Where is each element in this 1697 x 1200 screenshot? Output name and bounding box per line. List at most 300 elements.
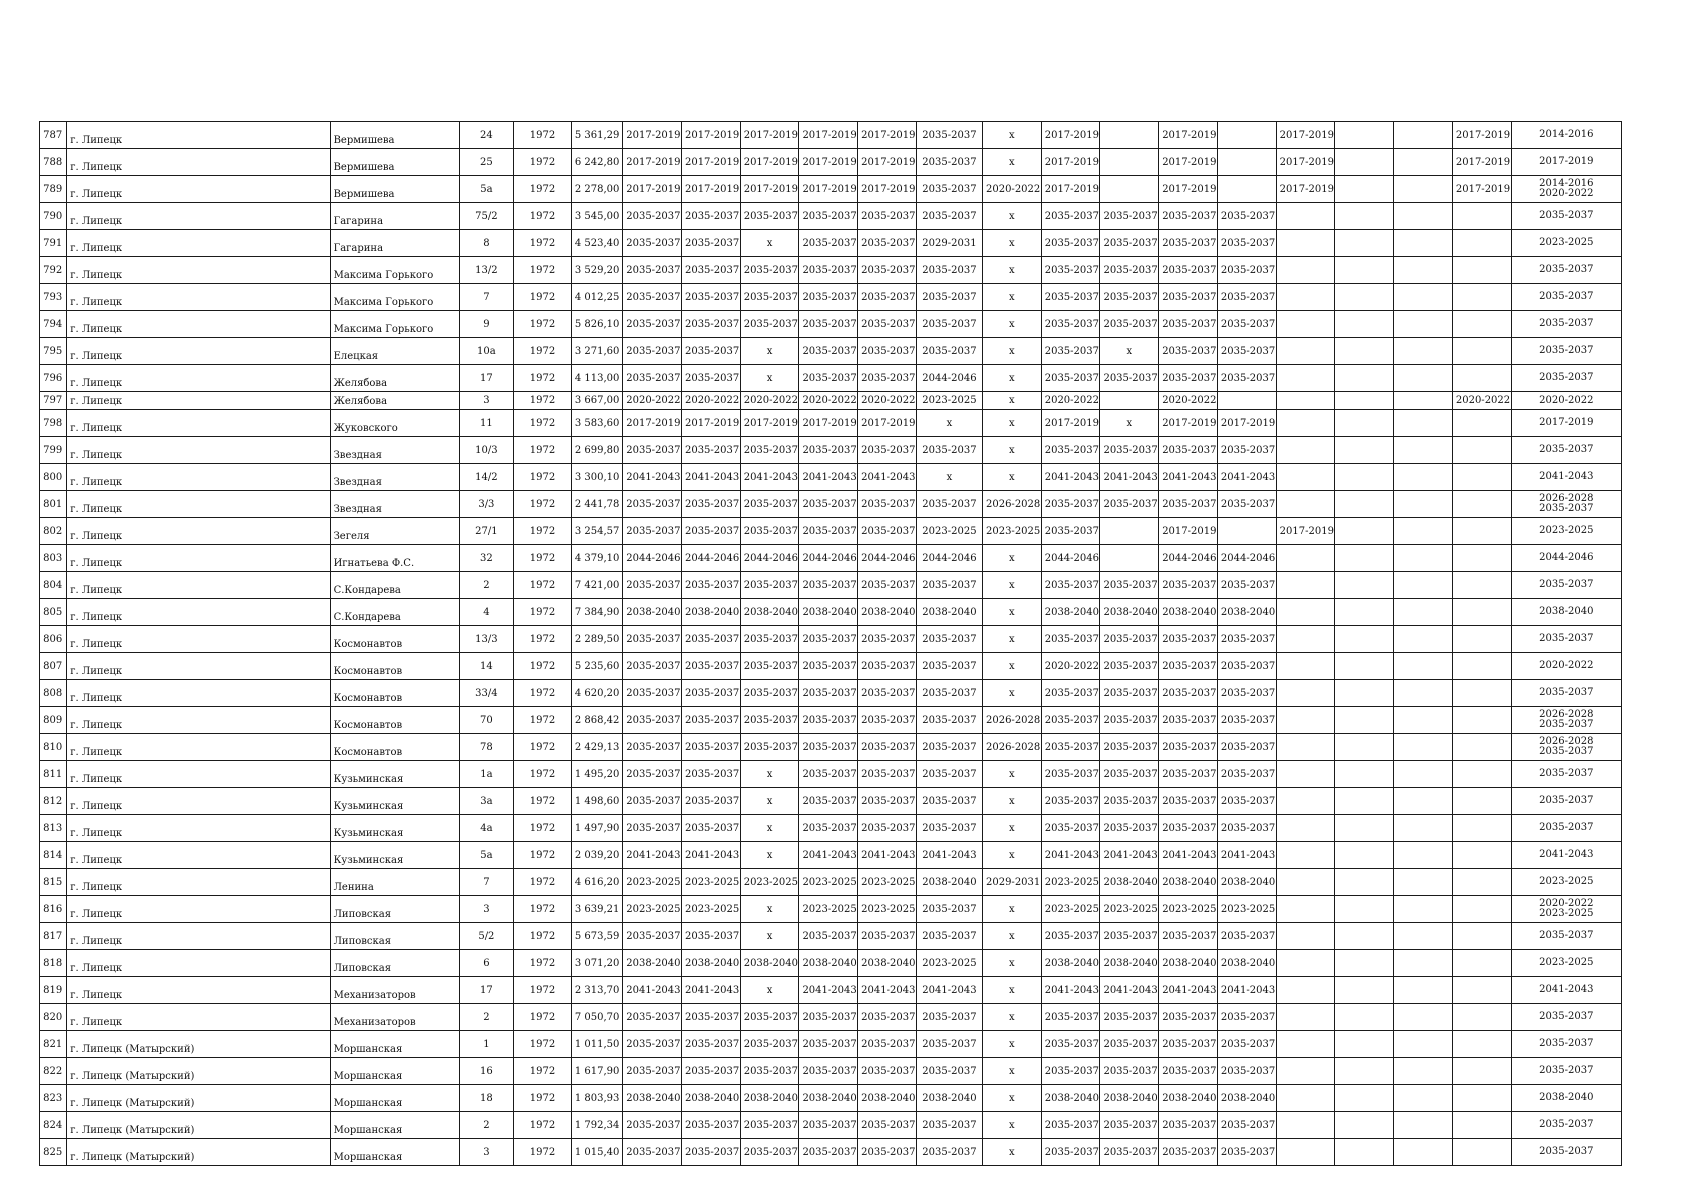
final-period-cell bbox=[1511, 437, 1621, 464]
period-cell: 2035-2037 bbox=[1217, 1031, 1276, 1058]
house-cell: 17 bbox=[459, 977, 514, 1004]
row-number: 821 bbox=[40, 1031, 67, 1058]
house-cell: 11 bbox=[459, 410, 514, 437]
table-row bbox=[40, 1058, 1622, 1085]
period-cell: 2035-2037 bbox=[1159, 923, 1218, 950]
period-cell bbox=[1335, 1112, 1394, 1139]
period-cell: x bbox=[982, 1112, 1041, 1139]
row-number: 808 bbox=[40, 680, 67, 707]
period-cell bbox=[1394, 410, 1453, 437]
period-cell: 2017-2019 bbox=[1041, 410, 1100, 437]
period-cell: x bbox=[916, 464, 982, 491]
city-cell: г. Липецк bbox=[67, 464, 330, 491]
period-cell: 2035-2037 bbox=[623, 491, 682, 518]
final-period-value: 2020-2022 bbox=[1539, 188, 1594, 199]
final-period-value: 2035-2037 bbox=[1539, 372, 1594, 383]
city-cell: г. Липецк bbox=[67, 680, 330, 707]
row-number: 794 bbox=[40, 311, 67, 338]
period-cell bbox=[1335, 149, 1394, 176]
final-period-value: 2041-2043 bbox=[1539, 849, 1594, 860]
period-cell: 2035-2037 bbox=[799, 311, 858, 338]
period-cell bbox=[1217, 176, 1276, 203]
period-cell bbox=[1394, 437, 1453, 464]
period-cell: 2041-2043 bbox=[1041, 977, 1100, 1004]
area-cell: 3 667,00 bbox=[571, 392, 622, 410]
period-cell: 2044-2046 bbox=[623, 545, 682, 572]
row-number: 805 bbox=[40, 599, 67, 626]
house-cell: 4а bbox=[459, 815, 514, 842]
period-cell: 2035-2037 bbox=[799, 491, 858, 518]
area-cell: 2 699,80 bbox=[571, 437, 622, 464]
year-cell: 1972 bbox=[514, 626, 572, 653]
row-number: 798 bbox=[40, 410, 67, 437]
period-cell: 2038-2040 bbox=[858, 950, 917, 977]
period-cell: 2035-2037 bbox=[623, 257, 682, 284]
period-cell: 2038-2040 bbox=[681, 599, 740, 626]
final-period-cell bbox=[1511, 950, 1621, 977]
period-cell: 2038-2040 bbox=[1041, 599, 1100, 626]
year-cell: 1972 bbox=[514, 788, 572, 815]
period-cell: 2035-2037 bbox=[623, 203, 682, 230]
period-cell bbox=[1335, 284, 1394, 311]
table-row bbox=[40, 1085, 1622, 1112]
city-cell: г. Липецк (Матырский) bbox=[67, 1139, 330, 1166]
final-period-value: 2023-2025 bbox=[1539, 957, 1594, 968]
period-cell: 2023-2025 bbox=[916, 950, 982, 977]
period-cell bbox=[1276, 365, 1335, 392]
period-cell bbox=[1452, 977, 1511, 1004]
period-cell: 2035-2037 bbox=[858, 437, 917, 464]
period-cell: x bbox=[982, 437, 1041, 464]
period-cell: 2017-2019 bbox=[1276, 518, 1335, 545]
street-cell: С.Кондарева bbox=[330, 599, 459, 626]
period-cell bbox=[1276, 923, 1335, 950]
period-cell: 2035-2037 bbox=[916, 707, 982, 734]
period-cell bbox=[1335, 338, 1394, 365]
period-cell: 2017-2019 bbox=[858, 176, 917, 203]
period-cell: 2035-2037 bbox=[799, 680, 858, 707]
period-cell bbox=[1452, 788, 1511, 815]
period-cell: 2035-2037 bbox=[1041, 257, 1100, 284]
period-cell: 2041-2043 bbox=[916, 842, 982, 869]
period-cell: 2041-2043 bbox=[1217, 977, 1276, 1004]
period-cell bbox=[1335, 1139, 1394, 1166]
period-cell: 2035-2037 bbox=[916, 923, 982, 950]
period-cell bbox=[1335, 896, 1394, 923]
final-period-cell bbox=[1511, 653, 1621, 680]
period-cell: 2035-2037 bbox=[1041, 734, 1100, 761]
period-cell: 2017-2019 bbox=[1159, 176, 1218, 203]
period-cell bbox=[1452, 338, 1511, 365]
period-cell bbox=[1335, 977, 1394, 1004]
city-cell: г. Липецк bbox=[67, 761, 330, 788]
period-cell bbox=[1276, 1112, 1335, 1139]
table-row bbox=[40, 788, 1622, 815]
period-cell: 2041-2043 bbox=[1100, 977, 1159, 1004]
period-cell: 2038-2040 bbox=[681, 1085, 740, 1112]
table-row bbox=[40, 491, 1622, 518]
period-cell: 2035-2037 bbox=[1217, 338, 1276, 365]
period-cell: 2035-2037 bbox=[858, 311, 917, 338]
area-cell: 2 313,70 bbox=[571, 977, 622, 1004]
year-cell: 1972 bbox=[514, 176, 572, 203]
period-cell: 2017-2019 bbox=[623, 122, 682, 149]
period-cell: 2035-2037 bbox=[1041, 1031, 1100, 1058]
period-cell bbox=[1276, 896, 1335, 923]
period-cell: 2041-2043 bbox=[1100, 842, 1159, 869]
period-cell: 2035-2037 bbox=[858, 1058, 917, 1085]
row-number: 819 bbox=[40, 977, 67, 1004]
house-cell: 9 bbox=[459, 311, 514, 338]
table-row bbox=[40, 599, 1622, 626]
city-cell: г. Липецк bbox=[67, 392, 330, 410]
period-cell: 2035-2037 bbox=[1100, 707, 1159, 734]
period-cell bbox=[1452, 626, 1511, 653]
period-cell: 2035-2037 bbox=[916, 572, 982, 599]
period-cell bbox=[1394, 923, 1453, 950]
table-row bbox=[40, 518, 1622, 545]
period-cell bbox=[1276, 545, 1335, 572]
period-cell: 2038-2040 bbox=[1159, 1085, 1218, 1112]
period-cell: 2038-2040 bbox=[681, 950, 740, 977]
period-cell: 2035-2037 bbox=[623, 1031, 682, 1058]
area-cell: 1 495,20 bbox=[571, 761, 622, 788]
period-cell: 2035-2037 bbox=[681, 761, 740, 788]
table-row bbox=[40, 437, 1622, 464]
period-cell: x bbox=[982, 365, 1041, 392]
row-number: 812 bbox=[40, 788, 67, 815]
street-cell: Желябова bbox=[330, 365, 459, 392]
period-cell bbox=[1276, 1058, 1335, 1085]
year-cell: 1972 bbox=[514, 311, 572, 338]
period-cell: x bbox=[982, 1058, 1041, 1085]
table-row bbox=[40, 707, 1622, 734]
period-cell: 2035-2037 bbox=[799, 338, 858, 365]
period-cell: 2035-2037 bbox=[1217, 1139, 1276, 1166]
period-cell: 2035-2037 bbox=[916, 653, 982, 680]
period-cell: 2017-2019 bbox=[799, 149, 858, 176]
house-cell: 2 bbox=[459, 572, 514, 599]
period-cell: 2017-2019 bbox=[740, 122, 799, 149]
period-cell: 2035-2037 bbox=[1041, 365, 1100, 392]
final-period-value: 2035-2037 bbox=[1539, 345, 1594, 356]
final-period-value: 2035-2037 bbox=[1539, 318, 1594, 329]
table-row bbox=[40, 311, 1622, 338]
period-cell: 2035-2037 bbox=[740, 1112, 799, 1139]
period-cell: 2035-2037 bbox=[916, 1004, 982, 1031]
table-body bbox=[40, 122, 1622, 1166]
final-period-cell bbox=[1511, 977, 1621, 1004]
year-cell: 1972 bbox=[514, 734, 572, 761]
year-cell: 1972 bbox=[514, 122, 572, 149]
year-cell: 1972 bbox=[514, 815, 572, 842]
period-cell: 2044-2046 bbox=[1159, 545, 1218, 572]
final-period-cell bbox=[1511, 761, 1621, 788]
period-cell: 2026-2028 bbox=[982, 491, 1041, 518]
period-cell: 2041-2043 bbox=[799, 464, 858, 491]
period-cell: 2035-2037 bbox=[858, 734, 917, 761]
period-cell bbox=[1452, 1058, 1511, 1085]
period-cell bbox=[1217, 149, 1276, 176]
period-cell: 2035-2037 bbox=[1217, 923, 1276, 950]
period-cell: 2035-2037 bbox=[916, 311, 982, 338]
period-cell: 2035-2037 bbox=[681, 230, 740, 257]
period-cell: 2023-2025 bbox=[982, 518, 1041, 545]
street-cell: Елецкая bbox=[330, 338, 459, 365]
street-cell: Звездная bbox=[330, 437, 459, 464]
period-cell: 2020-2022 bbox=[623, 392, 682, 410]
city-cell: г. Липецк bbox=[67, 977, 330, 1004]
area-cell: 3 545,00 bbox=[571, 203, 622, 230]
period-cell bbox=[1452, 815, 1511, 842]
period-cell: 2035-2037 bbox=[740, 653, 799, 680]
period-cell: 2035-2037 bbox=[1041, 491, 1100, 518]
area-cell: 4 113,00 bbox=[571, 365, 622, 392]
area-cell: 2 039,20 bbox=[571, 842, 622, 869]
area-cell: 6 242,80 bbox=[571, 149, 622, 176]
period-cell: 2035-2037 bbox=[623, 311, 682, 338]
area-cell: 1 498,60 bbox=[571, 788, 622, 815]
period-cell: 2035-2037 bbox=[1100, 1031, 1159, 1058]
period-cell: 2035-2037 bbox=[1159, 707, 1218, 734]
house-cell: 7 bbox=[459, 284, 514, 311]
period-cell bbox=[1394, 1058, 1453, 1085]
period-cell bbox=[1394, 653, 1453, 680]
period-cell: 2035-2037 bbox=[681, 1031, 740, 1058]
period-cell bbox=[1452, 761, 1511, 788]
area-cell: 3 300,10 bbox=[571, 464, 622, 491]
house-cell: 6 bbox=[459, 950, 514, 977]
table-row bbox=[40, 761, 1622, 788]
city-cell: г. Липецк bbox=[67, 950, 330, 977]
row-number: 797 bbox=[40, 392, 67, 410]
year-cell: 1972 bbox=[514, 977, 572, 1004]
period-cell bbox=[1276, 1004, 1335, 1031]
period-cell: 2035-2037 bbox=[623, 284, 682, 311]
period-cell: 2035-2037 bbox=[1159, 338, 1218, 365]
year-cell: 1972 bbox=[514, 365, 572, 392]
period-cell bbox=[1335, 653, 1394, 680]
period-cell: 2035-2037 bbox=[681, 1004, 740, 1031]
final-period-value: 2023-2025 bbox=[1539, 908, 1594, 919]
period-cell bbox=[1217, 392, 1276, 410]
period-cell bbox=[1100, 176, 1159, 203]
period-cell bbox=[1217, 122, 1276, 149]
period-cell: x bbox=[982, 230, 1041, 257]
period-cell bbox=[1452, 734, 1511, 761]
period-cell: 2035-2037 bbox=[1100, 437, 1159, 464]
table-row bbox=[40, 626, 1622, 653]
period-cell: 2035-2037 bbox=[623, 626, 682, 653]
row-number: 803 bbox=[40, 545, 67, 572]
period-cell: 2035-2037 bbox=[1041, 1058, 1100, 1085]
period-cell bbox=[1276, 437, 1335, 464]
period-cell: x bbox=[982, 761, 1041, 788]
house-cell: 18 bbox=[459, 1085, 514, 1112]
table-row bbox=[40, 257, 1622, 284]
final-period-value: 2035-2037 bbox=[1539, 503, 1594, 514]
period-cell bbox=[1394, 869, 1453, 896]
final-period-cell bbox=[1511, 626, 1621, 653]
period-cell: 2041-2043 bbox=[1159, 842, 1218, 869]
year-cell: 1972 bbox=[514, 491, 572, 518]
period-cell: 2038-2040 bbox=[1100, 599, 1159, 626]
period-cell: 2038-2040 bbox=[916, 869, 982, 896]
street-cell: Максима Горького bbox=[330, 284, 459, 311]
period-cell: 2035-2037 bbox=[1217, 491, 1276, 518]
period-cell: 2035-2037 bbox=[916, 149, 982, 176]
period-cell: 2035-2037 bbox=[1159, 680, 1218, 707]
period-cell: 2035-2037 bbox=[916, 815, 982, 842]
area-cell: 1 015,40 bbox=[571, 1139, 622, 1166]
period-cell: 2035-2037 bbox=[681, 923, 740, 950]
period-cell bbox=[1276, 572, 1335, 599]
period-cell: 2038-2040 bbox=[1159, 599, 1218, 626]
final-period-value: 2014-2016 bbox=[1539, 129, 1594, 140]
period-cell bbox=[1335, 545, 1394, 572]
street-cell: Липовская bbox=[330, 923, 459, 950]
city-cell: г. Липецк bbox=[67, 788, 330, 815]
final-period-cell bbox=[1511, 1031, 1621, 1058]
house-cell: 5а bbox=[459, 176, 514, 203]
period-cell: 2035-2037 bbox=[858, 1004, 917, 1031]
period-cell bbox=[1276, 1085, 1335, 1112]
period-cell: x bbox=[982, 788, 1041, 815]
period-cell: 2035-2037 bbox=[623, 707, 682, 734]
street-cell: Моршанская bbox=[330, 1031, 459, 1058]
street-cell: Космонавтов bbox=[330, 626, 459, 653]
street-cell: Кузьминская bbox=[330, 788, 459, 815]
period-cell: 2035-2037 bbox=[1041, 572, 1100, 599]
final-period-value: 2035-2037 bbox=[1539, 1146, 1594, 1157]
city-cell: г. Липецк bbox=[67, 896, 330, 923]
period-cell: 2035-2037 bbox=[1159, 1004, 1218, 1031]
period-cell: 2017-2019 bbox=[1452, 176, 1511, 203]
city-cell: г. Липецк bbox=[67, 311, 330, 338]
period-cell: 2035-2037 bbox=[916, 122, 982, 149]
period-cell: 2035-2037 bbox=[623, 923, 682, 950]
period-cell bbox=[1394, 626, 1453, 653]
period-cell: 2035-2037 bbox=[799, 653, 858, 680]
period-cell: x bbox=[982, 1031, 1041, 1058]
period-cell bbox=[1276, 842, 1335, 869]
row-number: 818 bbox=[40, 950, 67, 977]
period-cell: 2035-2037 bbox=[799, 1058, 858, 1085]
period-cell: 2035-2037 bbox=[858, 518, 917, 545]
street-cell: Гагарина bbox=[330, 203, 459, 230]
period-cell: 2035-2037 bbox=[1217, 761, 1276, 788]
final-period-cell bbox=[1511, 464, 1621, 491]
city-cell: г. Липецк bbox=[67, 230, 330, 257]
period-cell bbox=[1335, 761, 1394, 788]
period-cell: 2035-2037 bbox=[916, 1112, 982, 1139]
street-cell: Кузьминская bbox=[330, 761, 459, 788]
period-cell: 2035-2037 bbox=[1100, 1004, 1159, 1031]
period-cell bbox=[1276, 464, 1335, 491]
period-cell: 2035-2037 bbox=[858, 761, 917, 788]
period-cell: x bbox=[916, 410, 982, 437]
period-cell bbox=[1452, 842, 1511, 869]
city-cell: г. Липецк bbox=[67, 410, 330, 437]
period-cell: 2038-2040 bbox=[740, 950, 799, 977]
period-cell: 2035-2037 bbox=[1041, 761, 1100, 788]
final-period-value: 2035-2037 bbox=[1539, 930, 1594, 941]
period-cell bbox=[1100, 149, 1159, 176]
street-cell: Вермишева bbox=[330, 176, 459, 203]
period-cell bbox=[1100, 518, 1159, 545]
period-cell bbox=[1335, 518, 1394, 545]
house-cell: 3 bbox=[459, 896, 514, 923]
period-cell: 2035-2037 bbox=[799, 572, 858, 599]
period-cell: x bbox=[982, 338, 1041, 365]
row-number: 806 bbox=[40, 626, 67, 653]
period-cell bbox=[1394, 149, 1453, 176]
period-cell: 2035-2037 bbox=[799, 284, 858, 311]
row-number: 787 bbox=[40, 122, 67, 149]
period-cell: 2023-2025 bbox=[799, 896, 858, 923]
period-cell: 2035-2037 bbox=[740, 203, 799, 230]
period-cell bbox=[1276, 392, 1335, 410]
city-cell: г. Липецк bbox=[67, 284, 330, 311]
period-cell: 2035-2037 bbox=[1217, 626, 1276, 653]
period-cell: 2035-2037 bbox=[681, 338, 740, 365]
period-cell bbox=[1335, 365, 1394, 392]
area-cell: 5 361,29 bbox=[571, 122, 622, 149]
period-cell: 2017-2019 bbox=[1159, 149, 1218, 176]
period-cell: 2035-2037 bbox=[1100, 257, 1159, 284]
year-cell: 1972 bbox=[514, 707, 572, 734]
period-cell: 2041-2043 bbox=[623, 842, 682, 869]
final-period-value: 2035-2037 bbox=[1539, 291, 1594, 302]
area-cell: 1 497,90 bbox=[571, 815, 622, 842]
period-cell bbox=[1276, 680, 1335, 707]
period-cell: x bbox=[982, 284, 1041, 311]
period-cell: 2023-2025 bbox=[799, 869, 858, 896]
period-cell: 2035-2037 bbox=[799, 230, 858, 257]
period-cell: 2023-2025 bbox=[1100, 896, 1159, 923]
area-cell: 4 616,20 bbox=[571, 869, 622, 896]
period-cell: 2035-2037 bbox=[740, 1004, 799, 1031]
period-cell: x bbox=[982, 1004, 1041, 1031]
period-cell: 2038-2040 bbox=[799, 599, 858, 626]
year-cell: 1972 bbox=[514, 1112, 572, 1139]
period-cell bbox=[1335, 1058, 1394, 1085]
final-period-cell bbox=[1511, 338, 1621, 365]
period-cell: 2035-2037 bbox=[858, 626, 917, 653]
period-cell: 2038-2040 bbox=[799, 1085, 858, 1112]
period-cell: x bbox=[982, 680, 1041, 707]
period-cell bbox=[1394, 545, 1453, 572]
period-cell bbox=[1217, 518, 1276, 545]
house-cell: 3а bbox=[459, 788, 514, 815]
table-row bbox=[40, 149, 1622, 176]
period-cell: 2035-2037 bbox=[916, 1031, 982, 1058]
year-cell: 1972 bbox=[514, 653, 572, 680]
row-number: 823 bbox=[40, 1085, 67, 1112]
period-cell: 2017-2019 bbox=[799, 176, 858, 203]
period-cell: x bbox=[1100, 410, 1159, 437]
street-cell: Максима Горького bbox=[330, 311, 459, 338]
period-cell: 2017-2019 bbox=[623, 176, 682, 203]
period-cell bbox=[1452, 707, 1511, 734]
period-cell: 2041-2043 bbox=[623, 977, 682, 1004]
period-cell: 2035-2037 bbox=[1159, 653, 1218, 680]
period-cell bbox=[1276, 203, 1335, 230]
street-cell: Космонавтов bbox=[330, 734, 459, 761]
year-cell: 1972 bbox=[514, 338, 572, 365]
period-cell: 2035-2037 bbox=[1100, 311, 1159, 338]
period-cell: 2035-2037 bbox=[1159, 284, 1218, 311]
